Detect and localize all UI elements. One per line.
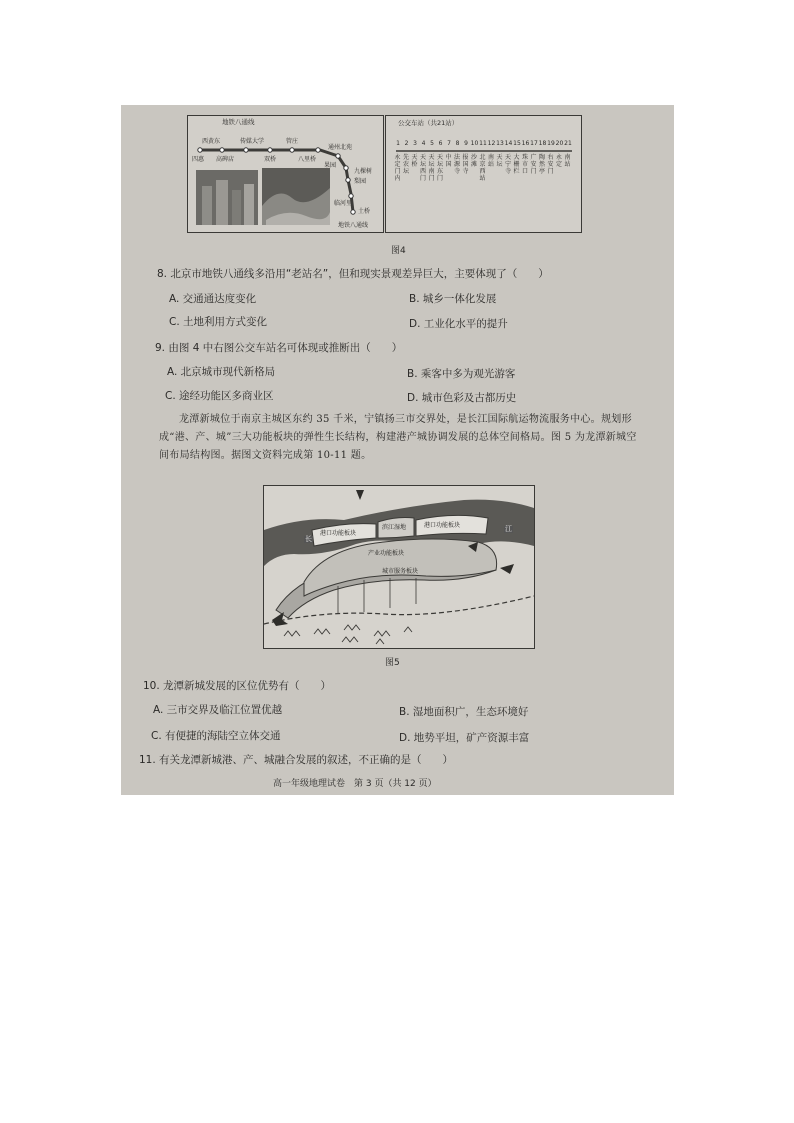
subway-station-dot xyxy=(316,148,320,152)
q8-option-b: B. 城乡一体化发展 xyxy=(409,293,497,305)
station-label: 四惠 xyxy=(192,156,205,163)
q10-option-c: C. 有便捷的海陆空立体交通 xyxy=(151,730,281,742)
subway-station-dot xyxy=(220,148,224,152)
station-label: 临河里 xyxy=(334,200,353,207)
subway-station-dot xyxy=(344,166,348,170)
q10-option-b: B. 湿地面积广，生态环境好 xyxy=(399,706,529,718)
label-jiang: 江 xyxy=(505,525,512,533)
q9-option-c: C. 途经功能区多商业区 xyxy=(165,390,274,402)
subway-station-dot xyxy=(349,194,353,198)
question-11-stem: 11. 有关龙潭新城港、产、城融合发展的叙述，不正确的是（ ） xyxy=(139,754,454,766)
station-label: 管庄 xyxy=(286,138,299,145)
stop-name: 天桥 xyxy=(411,154,418,168)
stop-name: 天坛东门 xyxy=(436,154,443,182)
q9-option-d: D. 城市色彩及古都历史 xyxy=(407,392,517,404)
stop-number: 8 xyxy=(455,140,460,147)
question-8-stem: 8. 北京市地铁八通线多沿用“老站名”，但和现实景观差异巨大，主要体现了（ ） xyxy=(157,268,549,280)
bus-title: 公交车站（共21站） xyxy=(398,119,459,127)
stop-number: 14 xyxy=(504,140,513,147)
stop-name: 天宁寺 xyxy=(504,154,511,175)
stop-number: 6 xyxy=(438,140,443,147)
stop-number: 1 xyxy=(396,140,400,147)
stop-number: 7 xyxy=(447,140,451,147)
mountain-symbols xyxy=(284,625,412,644)
stop-number: 20 xyxy=(555,140,564,147)
label-port-left: 港口功能板块 xyxy=(320,530,357,537)
subway-bottom-label: 地铁八通线 xyxy=(338,222,369,229)
stop-name: 天坛南门 xyxy=(428,154,435,182)
stop-number: 17 xyxy=(530,140,538,147)
stop-number: 19 xyxy=(547,140,555,147)
q8-option-d: D. 工业化水平的提升 xyxy=(409,318,508,330)
station-label: 高碑店 xyxy=(216,156,235,163)
q8-option-c: C. 土地利用方式变化 xyxy=(169,316,268,328)
stop-number: 5 xyxy=(430,140,434,147)
label-wetland: 滨江湿地 xyxy=(382,524,407,531)
subway-station-dot xyxy=(290,148,294,152)
stop-number: 16 xyxy=(521,140,530,147)
stop-name: 陶然亭 xyxy=(538,154,545,175)
figure4-subway-panel xyxy=(187,115,384,233)
stop-name: 报国寺 xyxy=(462,154,469,175)
station-label: 果园 xyxy=(324,162,337,169)
stop-number: 3 xyxy=(413,140,417,147)
subway-station-dot xyxy=(244,148,248,152)
stop-number: 13 xyxy=(496,140,504,147)
subway-station-dot xyxy=(268,148,272,152)
subway-title: 地铁八通线 xyxy=(222,118,255,126)
subway-station-dot xyxy=(198,148,202,152)
stop-name: 永定 xyxy=(555,154,562,168)
q10-option-d: D. 地势平坦，矿产资源丰富 xyxy=(399,732,530,744)
stop-name: 天坛西门 xyxy=(419,154,426,182)
stop-name: 永定门内 xyxy=(394,154,401,182)
station-label: 传媒大学 xyxy=(240,138,265,145)
q9-option-b: B. 乘客中多为观光游客 xyxy=(407,368,516,380)
station-label: 通州北苑 xyxy=(328,144,353,151)
station-label: 梨园 xyxy=(354,178,367,185)
bus-stop-names xyxy=(394,154,578,226)
q9-option-a: A. 北京城市现代新格局 xyxy=(167,366,276,378)
stop-name: 南站 xyxy=(487,154,494,168)
stop-name: 珠市口 xyxy=(521,154,528,175)
stop-name: 广安门 xyxy=(530,154,537,175)
stop-number: 4 xyxy=(421,140,426,147)
stop-number: 11 xyxy=(479,140,487,147)
stop-number: 9 xyxy=(464,140,468,147)
station-label: 八里桥 xyxy=(298,156,317,163)
figure4-bus-panel xyxy=(385,115,582,233)
stop-name: 中国 xyxy=(445,154,452,168)
label-chang: 长 xyxy=(305,535,312,543)
figure5-layout-map xyxy=(263,485,535,649)
page-footer: 高一年级地理试卷 第 3 页（共 12 页） xyxy=(273,779,437,789)
station-label: 双桥 xyxy=(264,156,277,163)
stop-name: 南站 xyxy=(564,154,571,168)
figure5-caption: 图5 xyxy=(385,658,400,668)
stop-name: 大栅栏 xyxy=(513,154,520,175)
stop-name: 先农坛 xyxy=(402,154,409,175)
label-port-right: 港口功能板块 xyxy=(424,522,461,529)
stop-number: 10 xyxy=(470,140,479,147)
stop-number: 15 xyxy=(513,140,521,147)
subway-station-dot xyxy=(351,210,355,214)
label-city: 城市服务板块 xyxy=(382,568,419,575)
station-label: 土桥 xyxy=(358,208,371,215)
exam-page-photo xyxy=(121,105,674,795)
growth-arrow-icon xyxy=(356,490,364,500)
label-industry: 产业功能板块 xyxy=(368,550,405,557)
station-label: 九棵树 xyxy=(354,168,373,175)
stop-name: 右安门 xyxy=(547,154,554,175)
stop-name: 北京西站 xyxy=(479,154,486,182)
stop-name: 法源寺 xyxy=(453,154,460,175)
stop-number: 2 xyxy=(404,140,409,147)
stop-name: 沙滩 xyxy=(470,154,477,168)
station-label: 西黄东 xyxy=(202,138,221,145)
q8-option-a: A. 交通通达度变化 xyxy=(169,293,257,305)
figure5-drawing xyxy=(264,486,534,648)
stop-number: 21 xyxy=(564,140,572,147)
stop-number: 12 xyxy=(487,140,496,147)
subway-station-dot xyxy=(346,178,350,182)
reading-passage: 龙潭新城位于南京主城区东约 35 千米，宁镇扬三市交界处，是长江国际航运物流服务中心。规划形成“港、产、城”三大功能板块的弹性生长结构，构建港产城协调发展的总体空间格局。图 5 为龙潭新城空间布局结构图。据图文资料完成第 10-11 题。 xyxy=(159,414,637,461)
growth-arrow-icon xyxy=(500,564,514,574)
stop-number: 18 xyxy=(538,140,547,147)
question-10-stem: 10. 龙潭新城发展的区位优势有（ ） xyxy=(143,680,332,692)
figure4-caption: 图4 xyxy=(391,246,406,256)
stop-name: 天坛 xyxy=(496,154,503,168)
q10-option-a: A. 三市交界及临江位置优越 xyxy=(153,704,283,716)
question-9-stem: 9. 由图 4 中右图公交车站名可体现或推断出（ ） xyxy=(155,342,403,354)
subway-station-dot xyxy=(336,154,340,158)
